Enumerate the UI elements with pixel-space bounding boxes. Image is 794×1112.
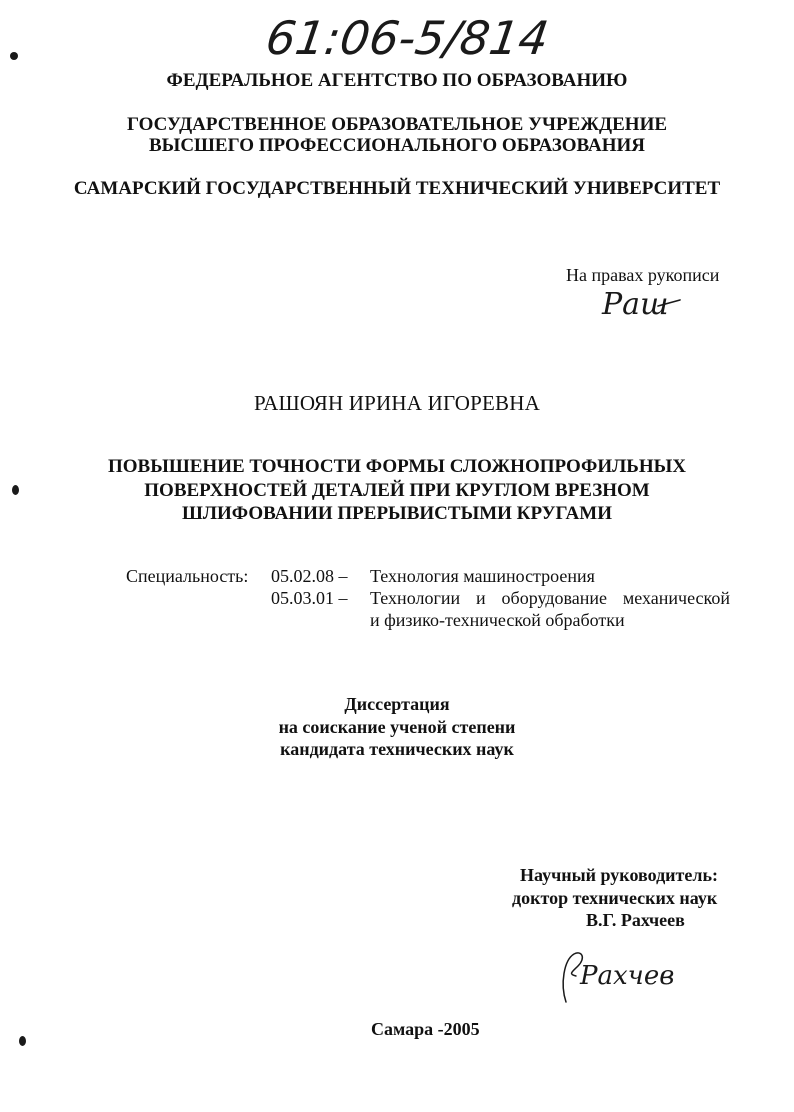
- author-signature-text: Раш: [602, 287, 669, 322]
- title-line3: ШЛИФОВАНИИ ПРЕРЫВИСТЫМИ КРУГАМИ: [181, 503, 612, 524]
- archive-mark-text: 61:06-5/814: [262, 11, 552, 65]
- specialty-label: Специальность:: [126, 566, 249, 586]
- supervisor-label: Научный руководитель:: [520, 865, 718, 885]
- university-heading: САМАРСКИЙ ГОСУДАРСТВЕННЫЙ ТЕХНИЧЕСКИЙ УНИВЕРСИТЕТ: [73, 178, 721, 199]
- punch-hole-bottom: [19, 1036, 26, 1046]
- specialty-name-1: Технология машиностроения: [370, 566, 595, 586]
- punch-hole-top: [10, 52, 18, 60]
- dissertation-degree-line2: кандидата технических наук: [280, 739, 514, 759]
- supervisor-degree: доктор технических наук: [512, 888, 718, 908]
- specialty-code-1: 05.02.08 –: [271, 566, 348, 586]
- title-line2: ПОВЕРХНОСТЕЙ ДЕТАЛЕЙ ПРИ КРУГЛОМ ВРЕЗНОМ: [144, 480, 650, 501]
- title-line1: ПОВЫШЕНИЕ ТОЧНОСТИ ФОРМЫ СЛОЖНОПРОФИЛЬНЫХ: [107, 456, 686, 477]
- dissertation-type: Диссертация: [344, 694, 450, 714]
- supervisor-name: В.Г. Рахчеев: [586, 910, 685, 930]
- agency-heading: ФЕДЕРАЛЬНОЕ АГЕНТСТВО ПО ОБРАЗОВАНИЮ: [166, 70, 628, 91]
- dissertation-degree-line1: на соискание ученой степени: [278, 717, 516, 737]
- specialty-name-2-line1: Технологии и оборудование механической: [370, 588, 730, 608]
- manuscript-note: На правах рукописи: [566, 265, 720, 285]
- author-name: РАШОЯН ИРИНА ИГОРЕВНА: [253, 391, 540, 415]
- archive-mark: [262, 6, 552, 68]
- supervisor-signature: [552, 944, 692, 1008]
- city-year: Самара -2005: [371, 1019, 480, 1039]
- supervisor-signature-text: Рахчев: [580, 961, 675, 991]
- author-signature: [600, 280, 690, 324]
- institution-heading-line2: ВЫСШЕГО ПРОФЕССИОНАЛЬНОГО ОБРАЗОВАНИЯ: [149, 135, 645, 156]
- specialty-code-2: 05.03.01 –: [271, 588, 348, 608]
- institution-heading-line1: ГОСУДАРСТВЕННОЕ ОБРАЗОВАТЕЛЬНОЕ УЧРЕЖДЕНИЕ: [126, 114, 668, 135]
- specialty-name-2-line2: и физико-технической обработки: [370, 610, 625, 630]
